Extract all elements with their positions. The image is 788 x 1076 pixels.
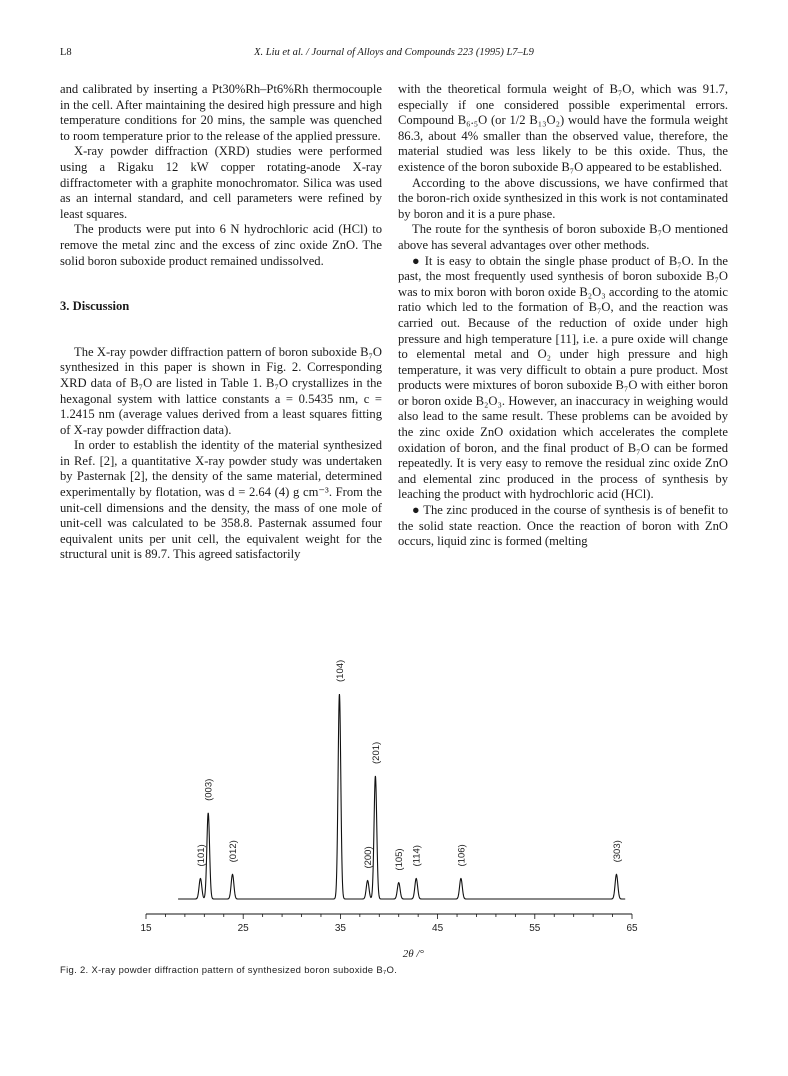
xrd-chart (0, 660, 788, 960)
figure-caption: Fig. 2. X-ray powder diffraction pattern of synthesized boron suboxide B₇O. (60, 965, 398, 976)
right-paragraph-4: ● It is easy to obtain the single phase product of B₇O. In the past, the most frequently used synthesis of boron suboxide B₇O was to mix boron with boron oxide B₂O₃ according to the atomic ratio which led to the formation of B₇O, and the reaction was carried out. Because of the reduction of oxide under high pressure and high temperature [11], i.e. a pure oxide will change to elemental metal and O₂ under high pressure and high temperature, it was very difficult to obtain a pure product. Most products were mixtures of boron suboxide B₇O with either boron or boron oxide B₂O₃. However, an inaccuracy in weighing would also lead to the same result. These problems can be avoided by the zinc oxide ZnO oxidation which accelerates the complete oxidation of boron, and the final product of B₇O can be formed repeatedly. It is very easy to remove the residual zinc oxide ZnO and elemental zinc produced in the process of synthesis by leaching the product with hydrochloric acid (HCl). (398, 253, 728, 502)
peak-label: (104) (334, 660, 346, 682)
right-paragraph-5: ● The zinc produced in the course of synthesis is of benefit to the solid state reaction. Once the reaction of boron with ZnO occurs, liquid zinc is formed (melting (398, 503, 728, 549)
peak-label: (012) (228, 840, 240, 863)
peak-label: (303) (611, 840, 623, 863)
section-heading-discussion: 3. Discussion (60, 299, 130, 314)
left-paragraph-4: The X-ray powder diffraction pattern of boron suboxide B₇O synthesized in this paper is shown in Fig. 2. Corresponding XRD data of B₇O are listed in Table 1. B₇O crystallizes in the hexagonal system with lattice constants a = 0.5435 nm, c = 1.2415 nm (average values derived from a least squares fitting of X-ray powder diffraction data). (60, 344, 382, 437)
right-column (398, 82, 728, 550)
peak-labels (196, 660, 623, 871)
running-title: X. Liu et al. / Journal of Alloys and Compounds 223 (1995) L7–L9 (254, 47, 534, 58)
right-paragraph-3: The route for the synthesis of boron suboxide B₇O mentioned above has several advantages over other methods. (398, 222, 728, 252)
left-paragraph-3: The products were put into 6 N hydrochloric acid (HCl) to remove the metal zinc and the excess of zinc oxide ZnO. The solid boron suboxide product remained undissolved. (60, 222, 382, 268)
x-tick-label: 35 (334, 923, 346, 934)
x-tick-label: 65 (626, 923, 638, 934)
left-paragraph-5: In order to establish the identity of the material synthesized in Ref. [2], a quantitative X-ray powder study was undertaken by Pasternak [2], the density of the same material, determined experimentally by flotation, was d = 2.64 (4) g cm⁻³. From the unit-cell dimensions and the density, the mass of one mole of unit-cell was calculated to be 358.8. Pasternak assumed four equivalent units per unit cell, the equivalent weight for the structural unit is 89.7. This agreed satisfactorily (60, 438, 382, 562)
right-paragraph-1: with the theoretical formula weight of B₇O, which was 91.7, especially if one considered possible experimental errors. Compound B₆.₅O (or 1/2 B₁₃O₂) would have the formula weight 86.3, about 4% smaller than the observed value, therefore, the material studied was less likely to be this oxide. Thus, the existence of the boron suboxide B₇O appeared to be established. (398, 82, 728, 174)
left-column (60, 82, 382, 563)
left-paragraph-2: X-ray powder diffraction (XRD) studies were performed using a Rigaku 12 kW copper rotating-anode X-ray diffractometer with a graphite monochromator. Silica was used as an internal standard, and cell parameters were refined by least squares. (60, 144, 382, 221)
running-header (60, 47, 728, 63)
right-paragraph-2: According to the above discussions, we have confirmed that the boron-rich oxide synthesized in this work is not contaminated by boron and it is a pure phase. (398, 175, 728, 221)
peak-label: (101) (195, 844, 207, 867)
peak-label: (201) (370, 741, 382, 764)
peak-label: (003) (203, 778, 215, 801)
page-number: L8 (60, 47, 72, 58)
peak-label: (106) (456, 844, 468, 867)
x-axis-label: 2θ /° (402, 948, 424, 960)
x-tick-label: 15 (140, 923, 152, 934)
peak-label: (105) (394, 848, 406, 871)
xrd-figure (0, 660, 788, 990)
x-tick-label: 25 (237, 923, 249, 934)
peak-label: (200) (363, 846, 375, 869)
left-paragraph-1: and calibrated by inserting a Pt30%Rh–Pt6%Rh thermocouple in the cell. After maintaining the desired high pressure and high temperature conditions for 20 mins, the sample was quenched to room temperature prior to the release of the applied pressure. (60, 82, 382, 143)
x-axis (140, 914, 638, 934)
peak-label: (114) (411, 845, 423, 867)
x-tick-label: 45 (432, 923, 444, 934)
x-tick-label: 55 (529, 923, 541, 934)
